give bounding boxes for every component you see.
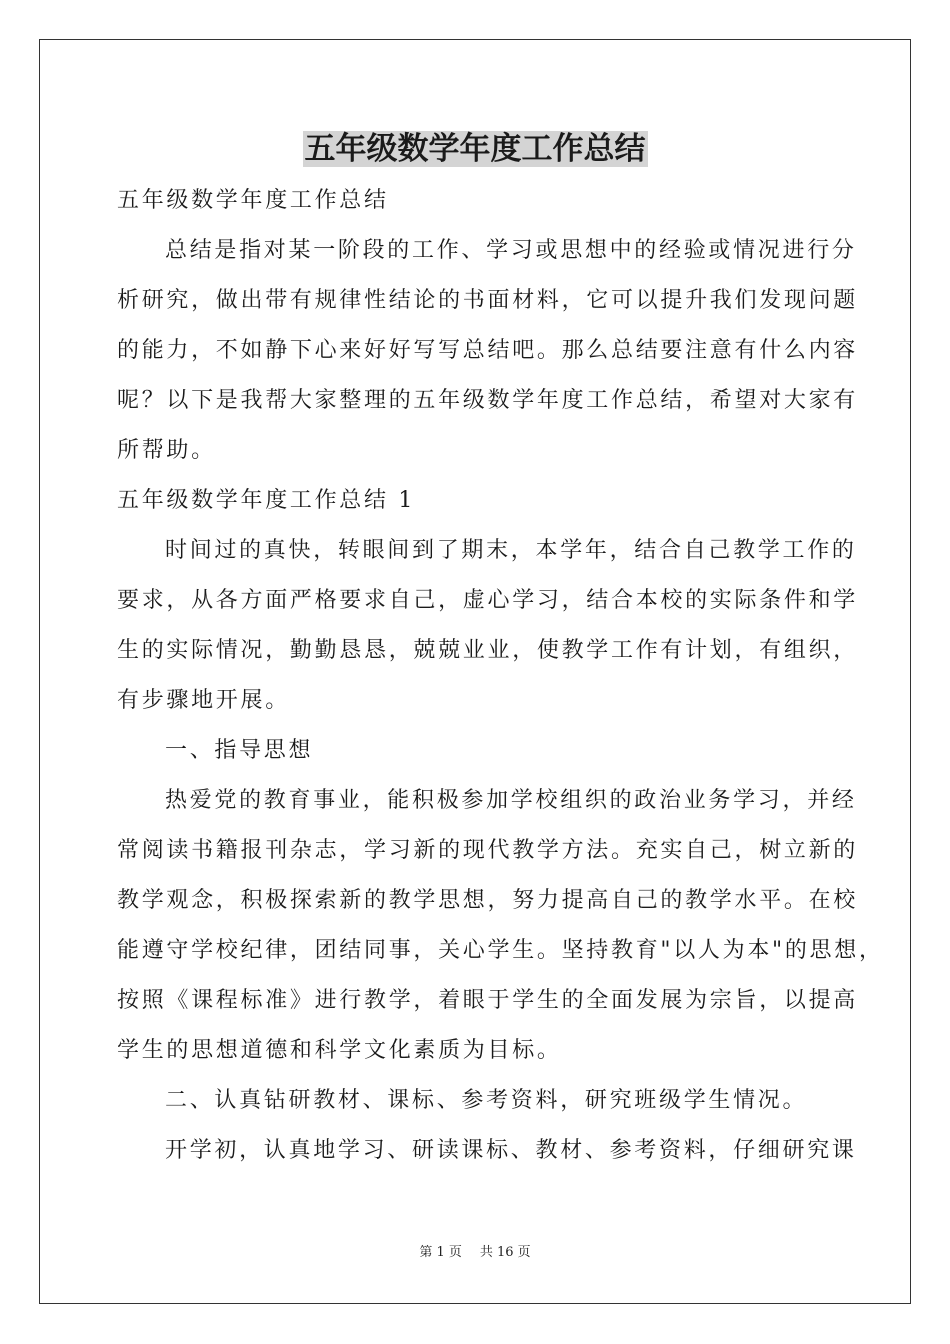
text-line: 热爱党的教育事业，能积极参加学校组织的政治业务学习，并经 [165, 788, 857, 813]
document-title [0, 126, 950, 172]
page-number: 第 1 页 [419, 1245, 462, 1260]
text-line: 按照《课程标准》进行教学，着眼于学生的全面发展为宗旨，以提高 [117, 988, 859, 1013]
text-line: 所帮助。 [117, 438, 216, 463]
document-body [117, 176, 884, 1176]
text-line: 的能力，不如静下心来好好写写总结吧。那么总结要注意有什么内容 [117, 338, 859, 363]
text-line: 二、认真钻研教材、课标、参考资料，研究班级学生情况。 [165, 1088, 808, 1113]
text-line: 呢？以下是我帮大家整理的五年级数学年度工作总结，希望对大家有 [117, 388, 859, 413]
text-line: 有步骤地开展。 [117, 688, 290, 713]
text-line: 要求，从各方面严格要求自己，虚心学习，结合本校的实际条件和学 [117, 588, 859, 613]
page-total: 共 16 页 [479, 1245, 531, 1260]
text-line: 教学观念，积极探索新的教学思想，努力提高自己的教学水平。在校 [117, 888, 859, 913]
text-line: 五年级数学年度工作总结 [117, 188, 389, 213]
text-line: 一、指导思想 [165, 738, 314, 763]
text-line: 五年级数学年度工作总结 1 [117, 488, 416, 513]
text-line: 总结是指对某一阶段的工作、学习或思想中的经验或情况进行分 [165, 238, 857, 263]
text-line: 常阅读书籍报刊杂志，学习新的现代教学方法。充实自己，树立新的 [117, 838, 859, 863]
text-line: 时间过的真快，转眼间到了期末，本学年，结合自己教学工作的 [165, 538, 857, 563]
text-line: 生的实际情况，勤勤恳恳，兢兢业业，使教学工作有计划，有组织， [117, 638, 859, 663]
page-footer [0, 1244, 950, 1262]
text-line: 开学初，认真地学习、研读课标、教材、参考资料，仔细研究课 [165, 1138, 857, 1163]
text-line: 能遵守学校纪律，团结同事，关心学生。坚持教育"以人为本"的思想， [117, 938, 884, 963]
document-title-text: 五年级数学年度工作总结 [304, 131, 646, 167]
text-line: 学生的思想道德和科学文化素质为目标。 [117, 1038, 562, 1063]
text-line: 析研究，做出带有规律性结论的书面材料，它可以提升我们发现问题 [117, 288, 859, 313]
